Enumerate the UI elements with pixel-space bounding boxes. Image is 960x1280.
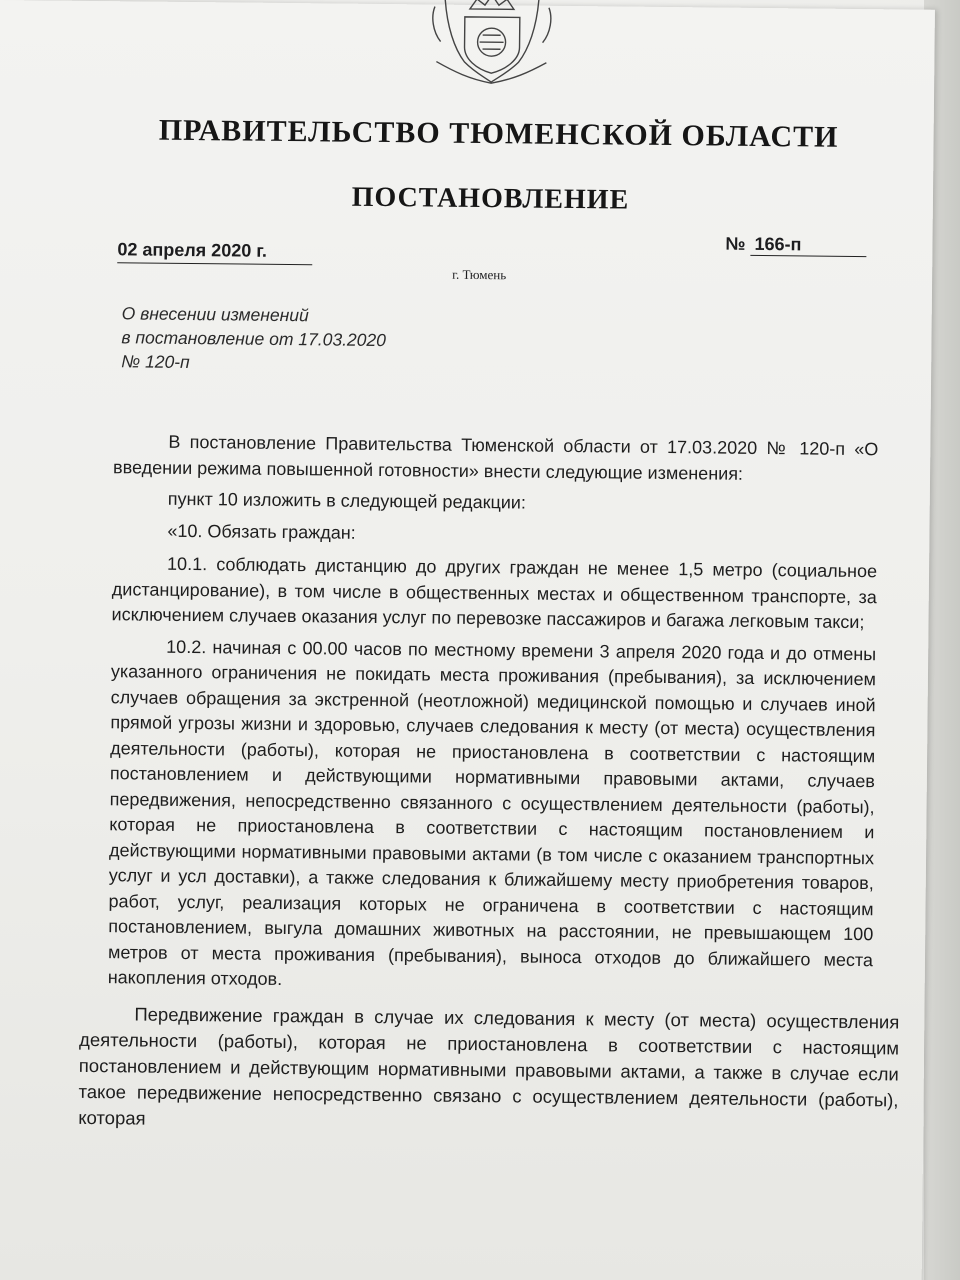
- subject-line-2: в постановление от 17.03.2020: [121, 327, 387, 351]
- number-value: 166-п: [750, 234, 866, 257]
- paragraph-item-10-edit: пункт 10 изложить в следующей редакции:: [167, 488, 527, 513]
- document-date: 02 апреля 2020 г.: [117, 239, 312, 265]
- paragraph-10-2: 10.2. начиная с 00.00 часов по местному времени 3 апреля 2020 года и до отмены указанного ограничения не покидать места проживания (пребывания), за исключением случаев обращения за экстренной (неотложной) медицинской помощью и случаев иной прямой угрозы жизни и здоровью, случаев следования к месту (от места) осуществления деятельности (работы), которая не приостановлена в соответствии с настоящим постановлением и действующими нормативными правовыми актами, случаев передвижения, непосредственно связанного с осуществлением деятельности (работы), которая не приостановлена в соответствии с настоящим постановлением и действующими нормативными правовыми актами (в том числе с оказанием транспортных услуг и усл доставки), а также следования к ближайшему месту приобретения товаров, работ, услуг, реализация которых не ограничена в соответствии с настоящим постановлением, выгула домашних животных на расстоянии, не превышающем 100 метров от места проживания (пребывания), выноса отходов до ближайшего места накопления отходов.: [107, 636, 877, 990]
- paragraph-intro: В постановление Правительства Тюменской области от 17.03.2020 № 120-п «О введении режима повышенной готовности» внести следующие изменения:: [113, 431, 879, 484]
- paragraph-movement: Передвижение граждан в случае их следования к месту (от места) осуществления деятельности (работы), которая не приостановлена в соответствии с настоящим постановлением и действующим нормативными правовыми актами, а также в случае если такое передвижение непосредственно связано с осуществлением деятельности (работы), которая: [78, 1002, 900, 1129]
- paragraph-item-10: «10. Обязать граждан:: [167, 520, 356, 543]
- subject-line-3: № 120-п: [121, 351, 190, 373]
- document-number: [725, 234, 866, 257]
- paragraph-10-1: 10.1. соблюдать дистанцию до других граждан не менее 1,5 метро (социальное дистанцирование), в том числе в общественных местах и общественном транспорте, за исключением случаев оказания услуг по перевозке пассажиров и багажа легковым такси;: [111, 553, 878, 633]
- number-label: №: [725, 233, 746, 254]
- document-body: [78, 429, 900, 1144]
- subject-line-1: О внесении изменений: [121, 303, 309, 326]
- document-subject: [121, 301, 386, 376]
- government-name: ПРАВИТЕЛЬСТВО ТЮМЕНСКОЙ ОБЛАСТИ: [158, 113, 839, 154]
- tyumen-coat-of-arms-icon: [424, 0, 560, 88]
- city: г. Тюмень: [452, 266, 507, 283]
- document-type: ПОСТАНОВЛЕНИЕ: [351, 181, 630, 216]
